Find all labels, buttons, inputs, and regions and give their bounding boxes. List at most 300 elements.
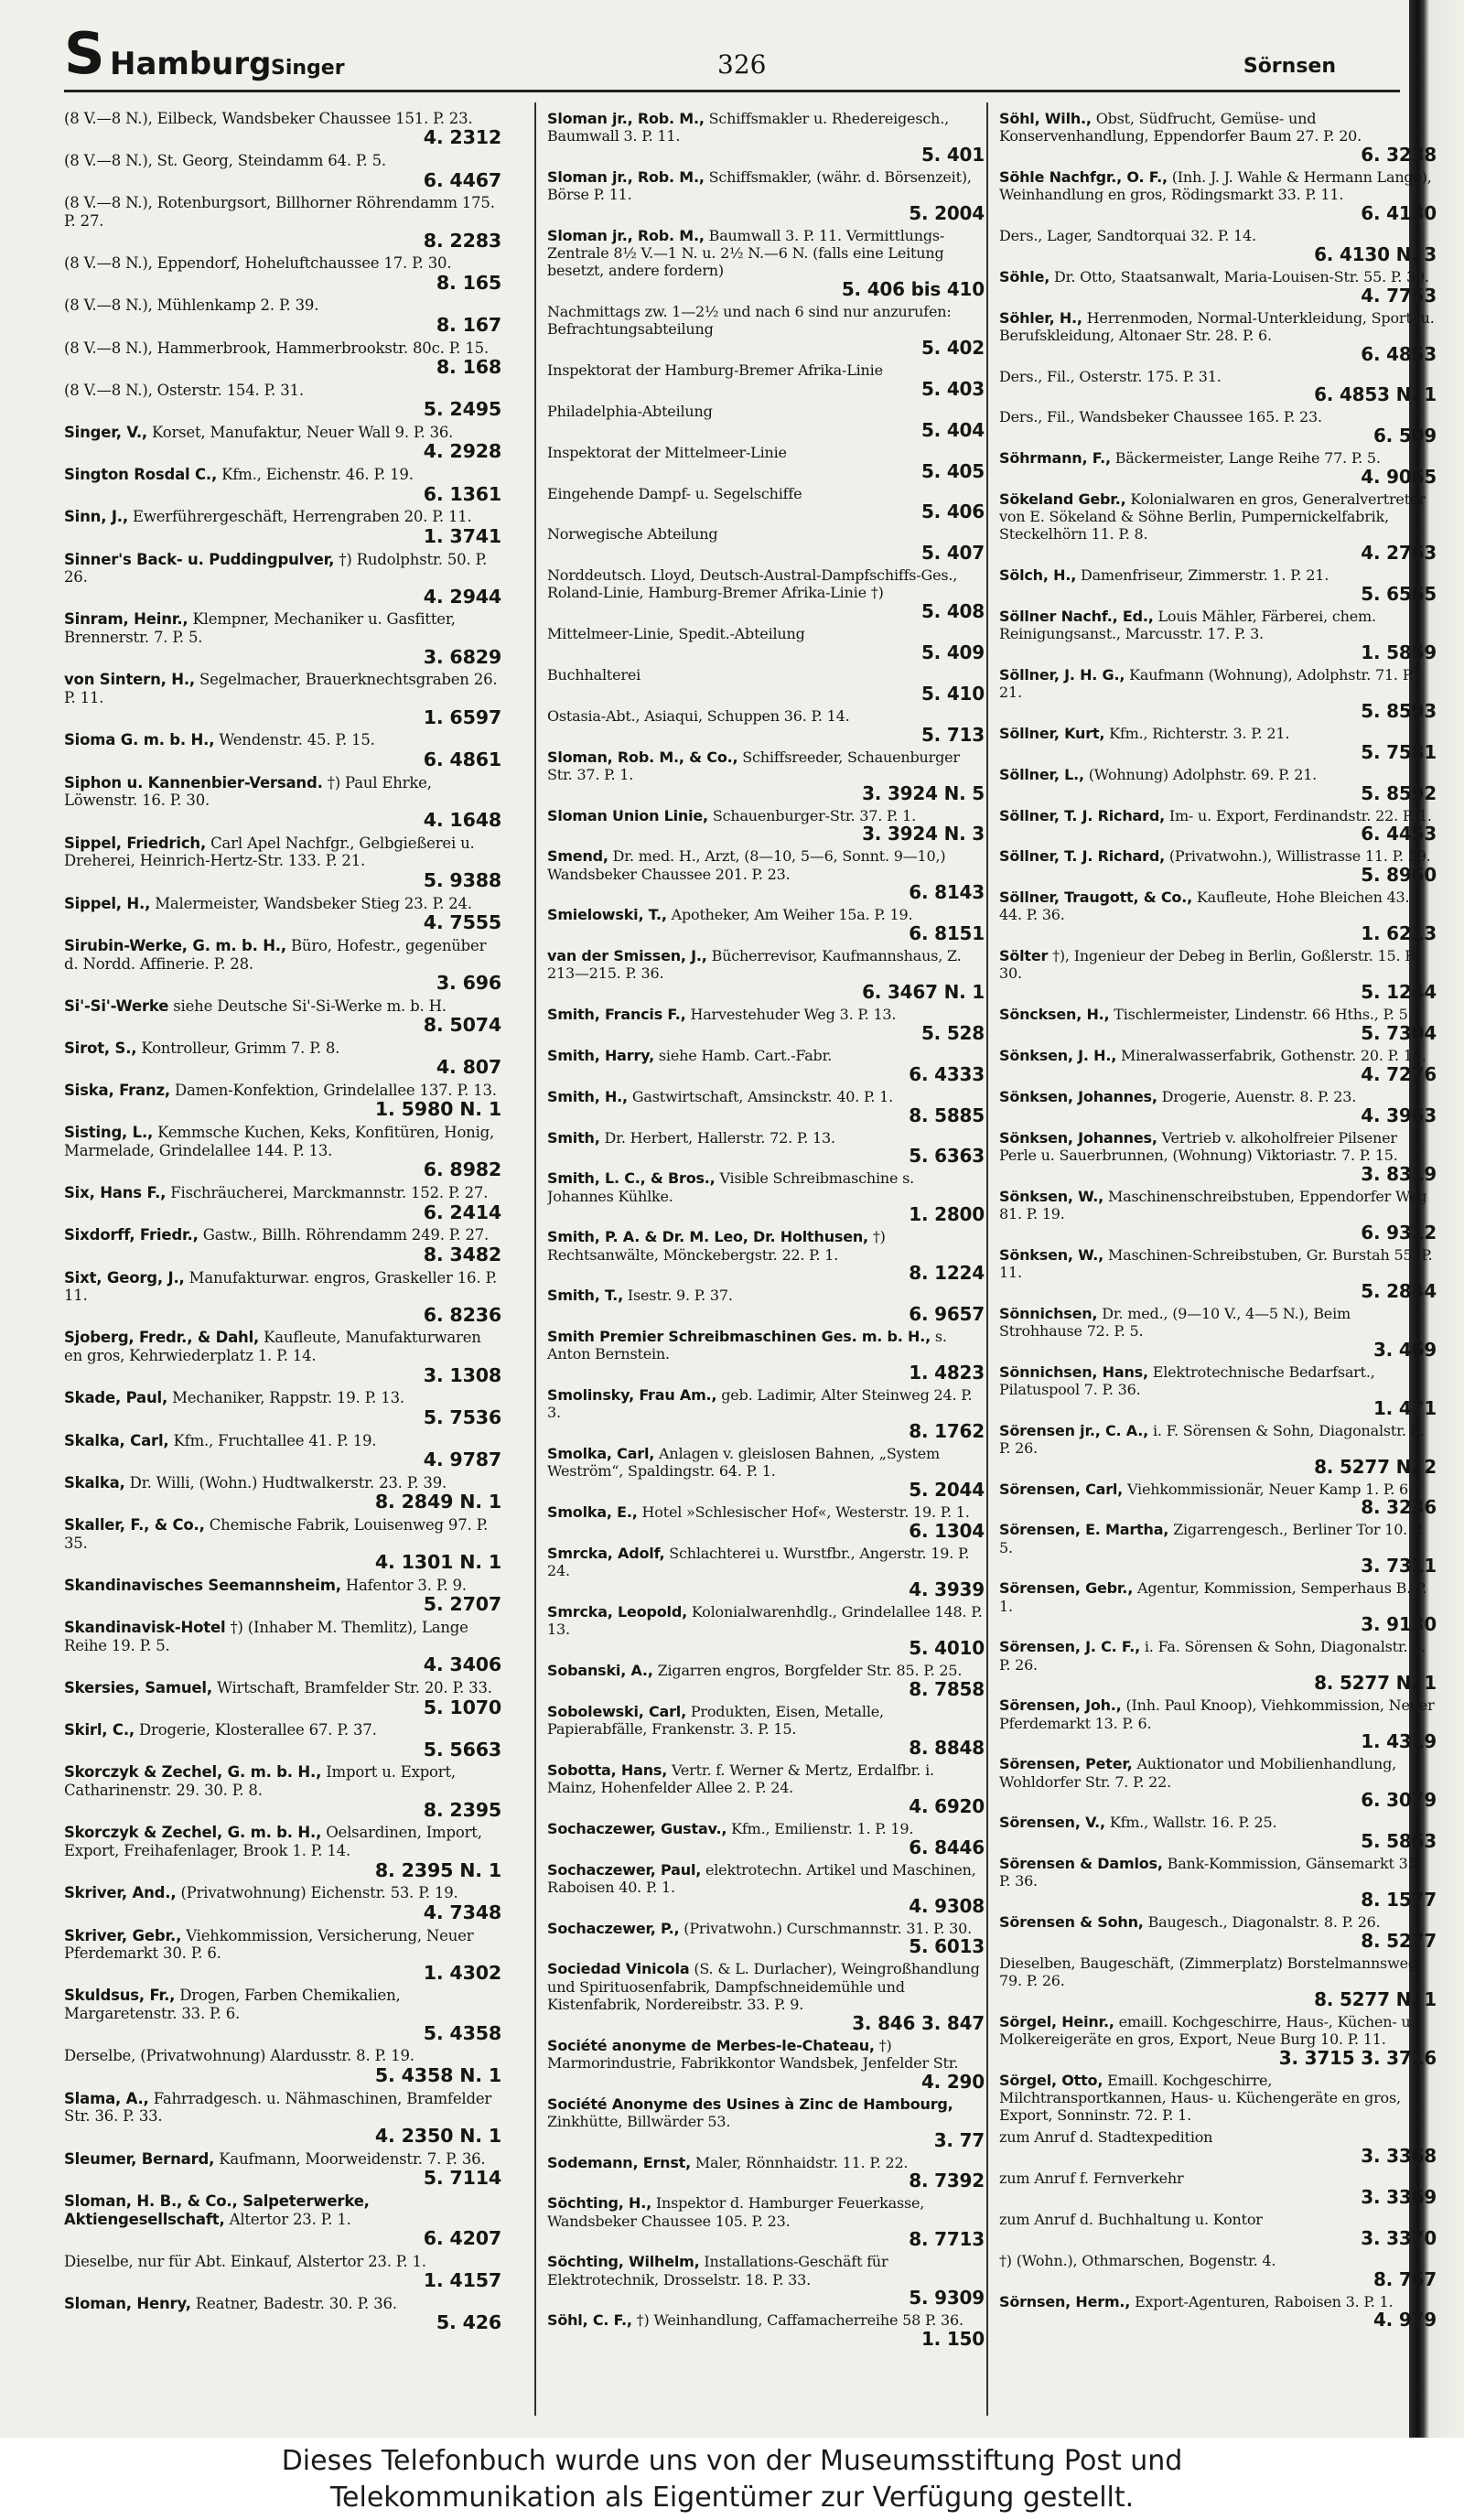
directory-entry xyxy=(547,1820,985,1857)
directory-entry xyxy=(999,725,1437,761)
entry-details: Philadelphia-Abteilung xyxy=(547,403,713,420)
entry-name: Sleumer, Bernard, xyxy=(64,2149,215,2168)
entry-name: Sörensen & Damlos, xyxy=(999,1855,1163,1873)
entry-details: Norwegische Abteilung xyxy=(547,525,718,544)
phone-number: 1. 471 xyxy=(1372,1396,1437,1419)
phone-number: 6. 4130 N. 3 xyxy=(1314,242,1437,265)
entry-name: Skorczyk & Zechel, G. m. b. H., xyxy=(64,1824,322,1842)
entry-name: Skandinavisches Seemannsheim, xyxy=(64,1576,341,1594)
entry-details: Bücherrevisor, Kaufmannshaus, Z. 213—215. P. 36. xyxy=(547,947,962,983)
directory-entry xyxy=(547,707,985,744)
entry-details: Kolonialwarenhdlg., Grindelallee 148. P. 13. xyxy=(547,1602,983,1639)
column-2 xyxy=(547,110,985,2416)
entry-details: Kfm., Eichenstr. 46. P. 19. xyxy=(221,466,414,484)
phone-number: 5. 4358 xyxy=(423,2021,501,2044)
phone-number: 3. 3368 xyxy=(1361,2145,1437,2168)
entry-name: Siska, Franz, xyxy=(64,1082,170,1100)
phone-number: 8. 5277 N. 1 xyxy=(1314,1672,1437,1695)
entry-details: (Privatwohnung) Eichenstr. 53. P. 19. xyxy=(180,1884,458,1902)
entry-name: Sochaczewer, Paul, xyxy=(547,1860,702,1879)
directory-entry xyxy=(547,847,985,904)
phone-number: 1. 5980 N. 1 xyxy=(374,1098,501,1121)
entry-details: †) Paul Ehrke, Löwenstr. 16. P. 30. xyxy=(64,773,432,810)
entry-details: siehe Hamb. Cart.-Fabr. xyxy=(658,1046,833,1064)
phone-number: 5. 7114 xyxy=(423,2167,501,2190)
entry-details: Anlagen v. gleislosen Bahnen, „System Weström“, Spaldingstr. 64. P. 1. xyxy=(547,1445,940,1481)
entry-name: Sirot, S., xyxy=(64,1039,137,1057)
entry-details: Im- u. Export, Ferdinandstr. 22. P. 1. xyxy=(1168,806,1432,824)
phone-number: 5. 528 xyxy=(920,1021,985,1044)
entry-name: Sinram, Heinr., xyxy=(64,610,188,629)
directory-entry xyxy=(999,2170,1437,2206)
footer-line-1: Dieses Telefonbuch wurde uns von der Museumsstiftung Post und xyxy=(281,2445,1183,2477)
phone-number: 5. 410 xyxy=(920,682,985,705)
entry-name: Söllner, L., xyxy=(999,765,1084,783)
entry-name: Söhrmann, F., xyxy=(999,449,1111,468)
entry-details: Norddeutsch. Lloyd, Deutsch-Austral-Dampfschiffs-Ges., Roland-Linie, Hamburg-Bremer Afrika-Linie †) xyxy=(547,566,958,602)
entry-details: Dieselben, Baugeschäft, (Zimmerplatz) Borstelmannsweg 79. P. 26. xyxy=(999,1954,1417,1990)
entry-details: Maschinenschreibstuben, Eppendorfer Weg 81. P. 19. xyxy=(999,1187,1427,1222)
directory-entry xyxy=(999,227,1437,264)
entry-details: Inspektorat der Hamburg-Bremer Afrika-Linie xyxy=(547,361,883,380)
entry-name: Sönksen, J. H., xyxy=(999,1046,1117,1064)
directory-entry xyxy=(547,1088,985,1125)
directory-entry xyxy=(547,566,985,623)
column-divider xyxy=(534,102,536,2416)
entry-name: Sodemann, Ernst, xyxy=(547,2153,691,2171)
entry-details: Schiffsmakler u. Rhedereigesch., Baumwall 3. P. 11. xyxy=(547,110,949,145)
directory-entry xyxy=(547,1603,985,1657)
phone-number: 8. 5885 xyxy=(909,1104,985,1126)
phone-number: 1. 6213 xyxy=(1361,922,1437,945)
phone-number: 3. 846 3. 847 xyxy=(852,2011,985,2034)
directory-entry xyxy=(547,1228,985,1285)
directory-entry xyxy=(999,2072,1437,2125)
last-entry-name: Sörnsen xyxy=(1243,55,1336,78)
phone-number: 4. 2763 xyxy=(1361,542,1437,565)
entry-details: (8 V.—8 N.), St. Georg, Steindamm 64. P. 5. xyxy=(64,152,386,170)
phone-number: 8. 2395 xyxy=(423,1798,501,1821)
phone-number: 6. 1304 xyxy=(909,1519,985,1542)
phone-number: 8. 1577 xyxy=(1361,1889,1437,1912)
phone-number: 8. 2395 N. 1 xyxy=(374,1858,501,1881)
phone-number: 6. 3238 xyxy=(1361,144,1437,166)
directory-entry xyxy=(999,1363,1437,1417)
entry-name: Singer, V., xyxy=(64,424,147,441)
entry-details: Damenfriseur, Zimmerstr. 1. P. 21. xyxy=(1080,566,1329,585)
phone-number: 5. 7536 xyxy=(423,1405,501,1428)
phone-number: 5. 404 xyxy=(920,418,985,441)
phone-number: 6. 1361 xyxy=(423,482,501,505)
entry-details: Oelsardinen, Import, Export, Freihafenlager, Brook 1. P. 14. xyxy=(64,1824,482,1860)
entry-name: Sippel, H., xyxy=(64,894,151,912)
entry-name: Skorczyk & Zechel, G. m. b. H., xyxy=(64,1763,322,1782)
entry-details: Auktionator und Mobilienhandlung, Wohldorfer Str. 7. P. 22. xyxy=(999,1755,1396,1791)
entry-name: Sönksen, W., xyxy=(999,1187,1104,1205)
entry-name: Skriver, And., xyxy=(64,1884,177,1902)
phone-number: 3. 6829 xyxy=(423,645,501,668)
entry-details: Carl Apel Nachfgr., Gelbgießerei u. Dreherei, Heinrich-Hertz-Str. 133. P. 21. xyxy=(64,834,475,870)
entry-name: Skade, Paul, xyxy=(64,1389,168,1407)
entry-name: van der Smissen, J., xyxy=(547,947,707,965)
directory-entry xyxy=(64,1039,501,1077)
entry-details: Mittelmeer-Linie, Spedit.-Abteilung xyxy=(547,625,805,643)
directory-entry xyxy=(547,361,985,398)
phone-number: 6. 4207 xyxy=(423,2227,501,2249)
directory-entry xyxy=(547,1920,985,1956)
directory-entry xyxy=(64,1884,501,1922)
entry-details: Derselbe, (Privatwohnung) Alardusstr. 8. P. 19. xyxy=(64,2047,414,2065)
directory-entry xyxy=(999,947,1437,1004)
directory-entry xyxy=(64,1432,501,1470)
entry-details: Kontrolleur, Grimm 7. P. 8. xyxy=(141,1039,340,1057)
phone-number: 5. 406 xyxy=(920,501,985,523)
entry-name: Sloman, H. B., & Co., Salpeterwerke, Aktiengesellschaft, xyxy=(64,2192,370,2228)
directory-entry xyxy=(547,666,985,703)
directory-entry xyxy=(547,2194,985,2251)
copyright-footer xyxy=(0,2438,1464,2520)
directory-entry xyxy=(999,1755,1437,1812)
entry-name: Sisting, L., xyxy=(64,1124,154,1142)
directory-entry xyxy=(999,1855,1437,1912)
entry-details: Malermeister, Wandsbeker Stieg 23. P. 24. xyxy=(155,894,472,912)
entry-details: zum Anruf f. Fernverkehr xyxy=(999,2170,1184,2188)
phone-number: 4. 3939 xyxy=(909,1578,985,1600)
entry-details: Zigarren engros, Borgfelder Str. 85. P. 25. xyxy=(657,1661,963,1679)
entry-name: Sington Rosdal C., xyxy=(64,466,218,484)
entry-details: Kaufmann, Moorweidenstr. 7. P. 36. xyxy=(219,2149,486,2168)
entry-details: Ders., Fil., Osterstr. 175. P. 31. xyxy=(999,367,1222,385)
entry-name: Skersies, Samuel, xyxy=(64,1679,212,1697)
entry-details: Manufakturwar. engros, Graskeller 16. P. 11. xyxy=(64,1268,498,1305)
entry-name: Söhl, C. F., xyxy=(547,2311,632,2330)
entry-name: Söllner, Traugott, & Co., xyxy=(999,888,1192,907)
entry-name: Skuldsus, Fr., xyxy=(64,1987,176,2005)
entry-name: Söchting, H., xyxy=(547,2194,651,2213)
entry-details: Büro, Hofestr., gegenüber d. Nordd. Affinerie. P. 28. xyxy=(64,936,487,973)
phone-number: 6. 4853 N. 1 xyxy=(1314,383,1437,406)
phone-number: 5. 8592 xyxy=(1361,781,1437,804)
directory-entry xyxy=(999,1246,1437,1300)
directory-entry xyxy=(64,997,501,1035)
directory-entry xyxy=(547,807,985,844)
phone-number: 4. 7348 xyxy=(423,1901,501,1923)
directory-entry xyxy=(999,807,1437,844)
entry-details: (Inh. Paul Knoop), Viehkommission, Neuer Pferdemarkt 13. P. 6. xyxy=(999,1696,1435,1732)
entry-name: Sippel, Friedrich, xyxy=(64,834,207,852)
entry-details: Emaill. Kochgeschirre, Milchtransportkannen, Haus- u. Küchengeräte en gros, Export, Sonninstr. 72. P. 1. xyxy=(999,2071,1401,2125)
phone-number: 8. 1762 xyxy=(909,1420,985,1443)
entry-details: Nachmittags zw. 1—2½ und nach 6 sind nur anzurufen: Befrachtungsabteilung xyxy=(547,303,952,339)
phone-number: 3. 8319 xyxy=(1361,1162,1437,1185)
directory-entry xyxy=(547,303,985,360)
entry-details: Schlachterei u. Wurstfbr., Angerstr. 19. P. 24. xyxy=(547,1544,970,1580)
directory-entry xyxy=(999,2211,1437,2247)
entry-details: Kfm., Richterstr. 3. P. 21. xyxy=(1109,724,1290,742)
entry-name: Smith, xyxy=(547,1128,600,1147)
entry-details: Harvestehuder Weg 3. P. 13. xyxy=(690,1006,897,1024)
entry-name: Si'-Si'-Werke xyxy=(64,996,169,1015)
entry-details: Zinkhütte, Billwärder 53. xyxy=(547,2112,731,2130)
phone-number: 1. 4319 xyxy=(1361,1730,1437,1753)
phone-number: 3. 469 xyxy=(1372,1338,1437,1361)
phone-number: 8. 7858 xyxy=(909,1677,985,1700)
entry-details: zum Anruf d. Buchhaltung u. Kontor xyxy=(999,2210,1263,2228)
directory-entry xyxy=(64,2090,501,2146)
entry-name: Slama, A., xyxy=(64,2089,149,2107)
entry-details: Ewerführergeschäft, Herrengraben 20. P. 11. xyxy=(132,508,472,526)
phone-number: 5. 1244 xyxy=(1361,981,1437,1004)
phone-number: 6. 4853 xyxy=(1361,342,1437,365)
entry-details: †) Rudolphstr. 50. P. 26. xyxy=(64,550,488,587)
entry-name: Sloman jr., Rob. M., xyxy=(547,168,705,186)
phone-number: 8. 8848 xyxy=(909,1736,985,1759)
directory-entry xyxy=(64,339,501,377)
phone-number: 4. 9308 xyxy=(909,1894,985,1917)
entry-name: Skalka, Carl, xyxy=(64,1431,169,1449)
entry-details: siehe Deutsche Si'-Si-Werke m. b. H. xyxy=(173,996,447,1015)
phone-number: 5. 4010 xyxy=(909,1636,985,1659)
directory-entry xyxy=(547,1960,985,2034)
directory-entry xyxy=(64,610,501,666)
entry-details: Obst, Südfrucht, Gemüse- und Konservenhandlung, Eppendorfer Baum 27. P. 20. xyxy=(999,110,1362,145)
entry-name: Sölter xyxy=(999,947,1049,965)
directory-entry xyxy=(64,1269,501,1325)
first-entry-name: Singer xyxy=(271,57,345,80)
city-name: Hamburg xyxy=(110,46,272,82)
entry-details: Agentur, Kommission, Semperhaus B. P. 1. xyxy=(999,1579,1427,1615)
directory-entry xyxy=(999,1696,1437,1753)
entry-details: Fahrradgesch. u. Nähmaschinen, Bramfelder Str. 36. P. 33. xyxy=(64,2089,492,2126)
directory-entry xyxy=(999,268,1437,305)
entry-name: Söhle Nachfgr., O. F., xyxy=(999,168,1168,186)
entry-name: von Sintern, H., xyxy=(64,671,195,689)
phone-number: 3. 3924 N. 3 xyxy=(862,823,985,845)
phone-number: 3. 7311 xyxy=(1361,1555,1437,1578)
entry-details: Viehkommission, Versicherung, Neuer Pferdemarkt 30. P. 6. xyxy=(64,1926,474,1963)
entry-name: Sobanski, A., xyxy=(547,1661,653,1679)
entry-details: Export-Agenturen, Raboisen 3. P. 1. xyxy=(1135,2292,1394,2310)
phone-number: 5. 713 xyxy=(920,723,985,746)
entry-name: Söchting, Wilhelm, xyxy=(547,2253,700,2271)
entry-name: Sinn, J., xyxy=(64,508,128,526)
entry-details: Inspektor d. Hamburger Feuerkasse, Wandsbeker Chaussee 105. P. 23. xyxy=(547,2194,925,2230)
directory-entry xyxy=(999,1305,1437,1359)
column-1 xyxy=(64,110,501,2416)
phone-number: 6. 9312 xyxy=(1361,1221,1437,1244)
entry-details: Louis Mähler, Färberei, chem. Reinigungsanst., Marcusstr. 17. P. 3. xyxy=(999,607,1376,643)
entry-name: Sörensen, Joh., xyxy=(999,1696,1122,1715)
entry-name: Siphon u. Kannenbier-Versand. xyxy=(64,773,323,792)
directory-entry xyxy=(999,1814,1437,1853)
phone-number: 1. 2800 xyxy=(909,1203,985,1226)
entry-details: Dr. med. H., Arzt, (8—10, 5—6, Sonnt. 9—10,) Wandsbeker Chaussee 201. P. 23. xyxy=(547,847,946,883)
entry-details: Drogen, Farben Chemikalien, Margaretenstr. 33. P. 6. xyxy=(64,1987,401,2023)
entry-details: s. Anton Bernstein. xyxy=(547,1328,947,1363)
entry-name: Smith, P. A. & Dr. M. Leo, Dr. Holthusen, xyxy=(547,1228,868,1246)
entry-name: Sörensen & Sohn, xyxy=(999,1913,1144,1932)
phone-number: 8. 5277 N. 2 xyxy=(1314,1455,1437,1478)
entry-details: Apotheker, Am Weiher 15a. P. 19. xyxy=(671,906,913,924)
phone-number: 4. 7555 xyxy=(423,910,501,933)
directory-entry xyxy=(547,525,985,565)
entry-details: Wirtschaft, Bramfelder Str. 20. P. 33. xyxy=(216,1679,492,1697)
entry-details: Fischräucherei, Marckmannstr. 152. P. 27. xyxy=(170,1184,489,1202)
entry-name: Sörensen, Peter, xyxy=(999,1755,1133,1773)
phone-number: 3. 77 xyxy=(933,2128,985,2151)
directory-entry xyxy=(64,2192,501,2248)
entry-name: Sobolewski, Carl, xyxy=(547,1702,686,1720)
entry-name: Sjoberg, Fredr., & Dahl, xyxy=(64,1329,260,1347)
directory-entry xyxy=(999,449,1437,486)
entry-name: Sörensen jr., C. A., xyxy=(999,1421,1149,1439)
phone-number: 5. 9309 xyxy=(909,2287,985,2310)
entry-details: Visible Schreibmaschine s. Johannes Kühlke. xyxy=(547,1169,915,1205)
phone-number: 6. 8446 xyxy=(909,1836,985,1858)
directory-entry xyxy=(999,490,1437,565)
entry-details: Elektrotechnische Bedarfsart., Pilatuspool 7. P. 36. xyxy=(999,1362,1375,1398)
entry-details: Bäckermeister, Lange Reihe 77. P. 5. xyxy=(1114,449,1381,468)
phone-number: 6. 4333 xyxy=(909,1062,985,1085)
entry-details: Ders., Fil., Wandsbeker Chaussee 165. P. 23. xyxy=(999,408,1322,426)
entry-name: Sönksen, Johannes, xyxy=(999,1128,1157,1147)
entry-name: Sinner's Back- u. Puddingpulver, xyxy=(64,550,335,568)
entry-details: Reatner, Badestr. 30. P. 36. xyxy=(195,2294,397,2312)
directory-entry xyxy=(999,1579,1437,1636)
phone-number: 5. 6013 xyxy=(909,1935,985,1958)
phone-number: 4. 1301 N. 1 xyxy=(374,1551,501,1574)
directory-entry xyxy=(547,625,985,662)
entry-details: Installations-Geschäft für Elektrotechnik, Drosselstr. 18. P. 33. xyxy=(547,2253,888,2288)
phone-number: 1. 6597 xyxy=(423,705,501,728)
entry-details: elektrotechn. Artikel und Maschinen, Raboisen 40. P. 1. xyxy=(547,1860,976,1896)
phone-number: 6. 4453 xyxy=(1361,823,1437,845)
directory-entry xyxy=(999,368,1437,404)
directory-entry xyxy=(999,2013,1437,2067)
entry-name: Sökeland Gebr., xyxy=(999,490,1126,508)
phone-number: 8. 167 xyxy=(436,313,501,336)
phone-number: 5. 426 xyxy=(436,2311,501,2334)
entry-name: Söhler, H., xyxy=(999,308,1082,327)
phone-number: 5. 5863 xyxy=(1361,1830,1437,1853)
directory-entry xyxy=(64,551,501,607)
directory-entry xyxy=(64,671,501,727)
phone-number: 5. 402 xyxy=(920,337,985,360)
directory-entry xyxy=(547,2154,985,2191)
phone-number: 3. 3924 N. 5 xyxy=(862,781,985,804)
entry-details: (8 V.—8 N.), Mühlenkamp 2. P. 39. xyxy=(64,296,319,315)
phone-number: 5. 2044 xyxy=(909,1479,985,1502)
entry-name: Sixt, Georg, J., xyxy=(64,1268,185,1287)
phone-number: 5. 4358 N. 1 xyxy=(374,2063,501,2086)
entry-details: (Inh. J. J. Wahle & Hermann Lange), Weinhandlung en gros, Rödingsmarkt 33. P. 11. xyxy=(999,168,1432,204)
directory-entry xyxy=(64,508,501,545)
entry-name: Smrcka, Leopold, xyxy=(547,1602,687,1621)
phone-number: 8. 7713 xyxy=(909,2228,985,2251)
entry-name: Sloman, Henry, xyxy=(64,2294,191,2312)
entry-details: Maler, Rönnhaidstr. 11. P. 22. xyxy=(694,2153,909,2171)
directory-entry xyxy=(547,1861,985,1915)
entry-details: i. Fa. Sörensen & Sohn, Diagonalstr. 8. P. 26. xyxy=(999,1638,1426,1674)
entry-details: †) (Wohn.), Othmarschen, Bogenstr. 4. xyxy=(999,2251,1276,2269)
entry-name: Smrcka, Adolf, xyxy=(547,1544,665,1562)
entry-details: Wendenstr. 45. P. 15. xyxy=(219,731,375,749)
phone-number: 8. 1224 xyxy=(909,1262,985,1285)
entry-details: †) (Inhaber M. Themlitz), Lange Reihe 19. P. 5. xyxy=(64,1619,468,1654)
directory-entry xyxy=(64,254,501,292)
entry-name: Söhl, Wilh., xyxy=(999,110,1092,127)
directory-entry xyxy=(64,1619,501,1675)
entry-details: Kaufleute, Hohe Bleichen 43. 44. P. 36. xyxy=(999,888,1410,924)
entry-details: (S. & L. Durlacher), Weingroßhandlung und Spirituosenfabrik, Dampfschneidemühle und Kistenfabrik, Nordereibstr. 33. P. 9. xyxy=(547,1960,980,2013)
directory-entry xyxy=(999,608,1437,662)
directory-entry xyxy=(547,403,985,439)
entry-details: (8 V.—8 N.), Eilbeck, Wandsbeker Chaussee 151. P. 23. xyxy=(64,110,473,127)
entry-name: Sönnichsen, Hans, xyxy=(999,1362,1148,1381)
entry-details: Ostasia-Abt., Asiaqui, Schuppen 36. P. 14. xyxy=(547,706,850,725)
entry-details: Dr. Willi, (Wohn.) Hudtwalkerstr. 23. P. 39. xyxy=(129,1473,447,1492)
entry-details: Herrenmoden, Normal-Unterkleidung, Sport- u. Berufskleidung, Altonaer Str. 28. P. 6. xyxy=(999,308,1435,344)
phone-number: 5. 408 xyxy=(920,600,985,623)
phone-number: 5. 9388 xyxy=(423,868,501,891)
entry-name: Sönksen, W., xyxy=(999,1245,1104,1264)
phone-number: 5. 7304 xyxy=(1361,1021,1437,1044)
entry-name: Sörgel, Otto, xyxy=(999,2071,1103,2089)
entry-details: Produkten, Eisen, Metalle, Papierabfälle, Frankenstr. 3. P. 15. xyxy=(547,1702,884,1738)
entry-details: Hafentor 3. P. 9. xyxy=(345,1576,467,1594)
directory-entry xyxy=(64,1124,501,1179)
directory-entry xyxy=(999,888,1437,945)
entry-name: Sixdorff, Friedr., xyxy=(64,1226,199,1244)
entry-name: Sörensen, E. Martha, xyxy=(999,1521,1169,1539)
entry-name: Sölch, H., xyxy=(999,566,1077,585)
entry-details: (8 V.—8 N.), Osterstr. 154. P. 31. xyxy=(64,381,304,399)
phone-number: 8. 767 xyxy=(1372,2267,1437,2290)
directory-entry xyxy=(999,666,1437,720)
phone-number: 1. 150 xyxy=(920,2328,985,2351)
phone-number: 8. 2283 xyxy=(423,229,501,252)
entry-name: Sörnsen, Herm., xyxy=(999,2292,1131,2310)
directory-entry xyxy=(999,309,1437,363)
directory-entry xyxy=(64,466,501,503)
entry-details: Kemmsche Kuchen, Keks, Konfitüren, Honig, Marmelade, Grindelallee 144. P. 13. xyxy=(64,1124,495,1159)
entry-name: Smolka, Carl, xyxy=(547,1445,655,1463)
directory-entry xyxy=(999,1638,1437,1695)
phone-number: 3. 3715 3. 3716 xyxy=(1278,2046,1437,2069)
entry-name: Skalka, xyxy=(64,1473,125,1492)
phone-number: 8. 5277 N. 1 xyxy=(1314,1987,1437,2010)
entry-name: Smith Premier Schreibmaschinen Ges. m. b. H., xyxy=(547,1328,931,1346)
entry-name: Skandinavisk-Hotel xyxy=(64,1619,226,1637)
phone-number: 5. 406 bis 410 xyxy=(841,278,985,301)
phone-number: 4. 3963 xyxy=(1361,1104,1437,1126)
phone-number: 5. 2495 xyxy=(423,398,501,421)
directory-entry xyxy=(64,2253,501,2290)
phone-number: 1. 3741 xyxy=(423,524,501,547)
phone-number: 3. 1308 xyxy=(423,1363,501,1386)
directory-entry xyxy=(547,1386,985,1443)
phone-number: 5. 2004 xyxy=(909,202,985,224)
entry-details: Bank-Kommission, Gänsemarkt 35. P. 36. xyxy=(999,1855,1422,1890)
page-number: 326 xyxy=(717,49,767,80)
entry-details: Vertr. f. Werner & Mertz, Erdalfbr. i. Mainz, Hohenfelder Allee 2. P. 24. xyxy=(547,1761,934,1796)
entry-details: Import u. Export, Catharinenstr. 29. 30. P. 8. xyxy=(64,1763,456,1800)
entry-details: Kaufleute, Manufakturwaren en gros, Kehrwiederplatz 1. P. 14. xyxy=(64,1329,481,1365)
phone-number: 6. 2414 xyxy=(423,1201,501,1223)
entry-name: Skaller, F., & Co., xyxy=(64,1515,205,1534)
directory-entry xyxy=(547,1703,985,1757)
entry-name: Sirubin-Werke, G. m. b. H., xyxy=(64,936,286,954)
